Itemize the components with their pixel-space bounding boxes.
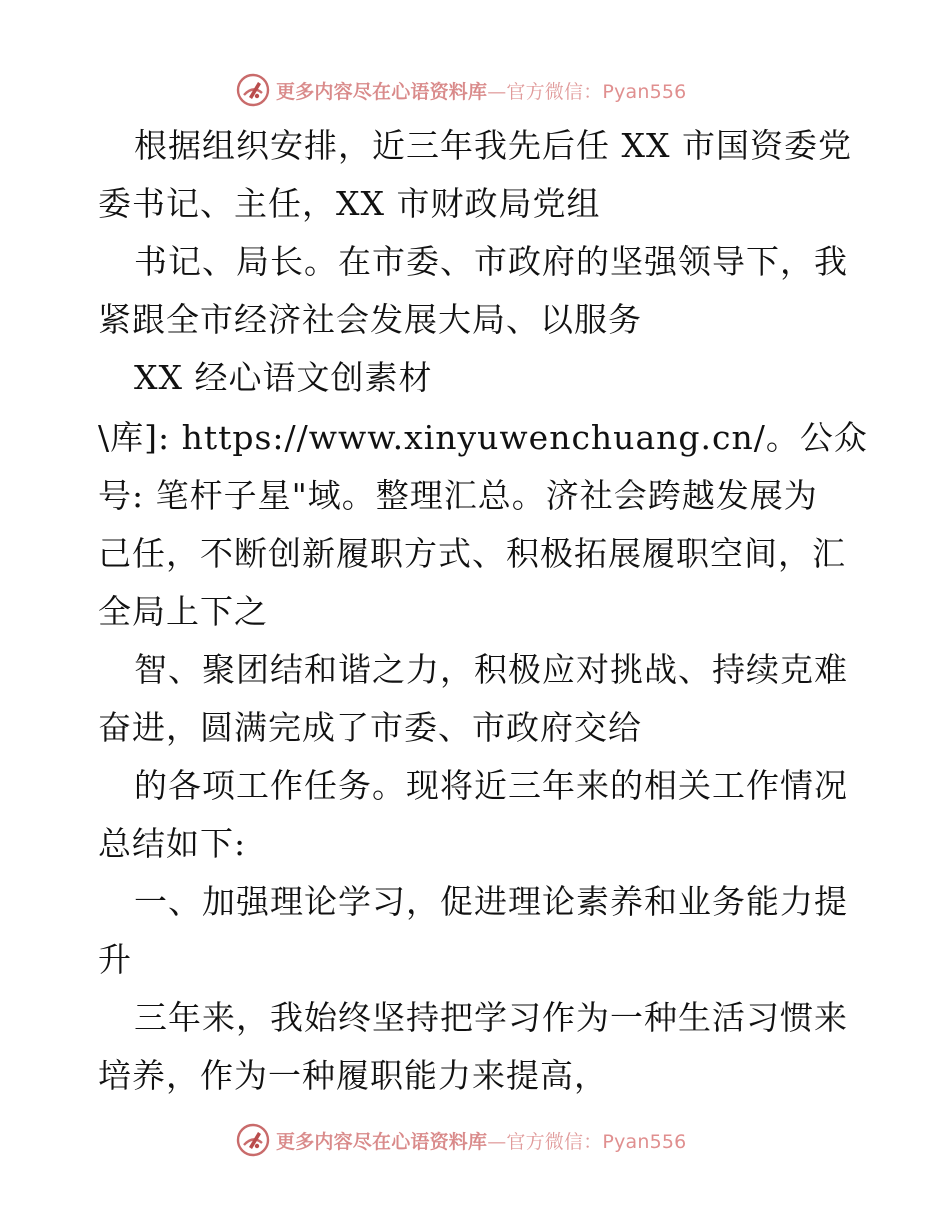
text-line: 智、聚团结和谐之力，积极应对挑战、持续克难 xyxy=(134,650,848,689)
watermark-separator: — xyxy=(487,80,507,103)
text-line: 培养，作为一种履职能力来提高， xyxy=(98,1056,608,1095)
text-line: 紧跟全市经济社会发展大局、以服务 xyxy=(98,300,642,339)
text-line: \库]: https://www.xinyuwenchuang.cn/。公众 xyxy=(98,418,868,457)
text-line: 三年来，我始终坚持把学习作为一种生活习惯来 xyxy=(134,998,848,1037)
text-line: 书记、局长。在市委、市政府的坚强领导下，我 xyxy=(134,242,848,281)
watermark-banner-bottom xyxy=(236,1122,686,1158)
watermark-separator: — xyxy=(487,1130,507,1153)
text-line: 委书记、主任，XX 市财政局党组 xyxy=(98,184,601,223)
text-line: XX 经心语文创素材 xyxy=(134,358,433,397)
text-line: 的各项工作任务。现将近三年来的相关工作情况 xyxy=(134,766,848,805)
watermark-wechat-id: Pyan556 xyxy=(602,80,687,103)
text-line: 总结如下: xyxy=(98,824,247,863)
book-pen-logo-icon xyxy=(236,1123,270,1157)
section-heading: 一、加强理论学习，促进理论素养和业务能力提 xyxy=(134,882,848,921)
watermark-main-text: 更多内容尽在心语资料库 xyxy=(276,1130,488,1153)
section-heading-continued: 升 xyxy=(98,940,132,979)
watermark-main-text: 更多内容尽在心语资料库 xyxy=(276,80,488,103)
text-line: 号: 笔杆子星"域。整理汇总。济社会跨越发展为 xyxy=(98,476,818,515)
text-line: 奋进，圆满完成了市委、市政府交给 xyxy=(98,708,642,747)
text-line: 根据组织安排，近三年我先后任 XX 市国资委党 xyxy=(134,126,852,165)
watermark-banner-top xyxy=(236,72,686,108)
book-pen-logo-icon xyxy=(236,73,270,107)
watermark-wechat-id: Pyan556 xyxy=(602,1130,687,1153)
watermark-label: 官方微信： xyxy=(506,80,603,103)
text-line: 全局上下之 xyxy=(98,592,268,631)
watermark-label: 官方微信： xyxy=(506,1130,603,1153)
text-line: 己任，不断创新履职方式、积极拓展履职空间，汇 xyxy=(98,534,846,573)
